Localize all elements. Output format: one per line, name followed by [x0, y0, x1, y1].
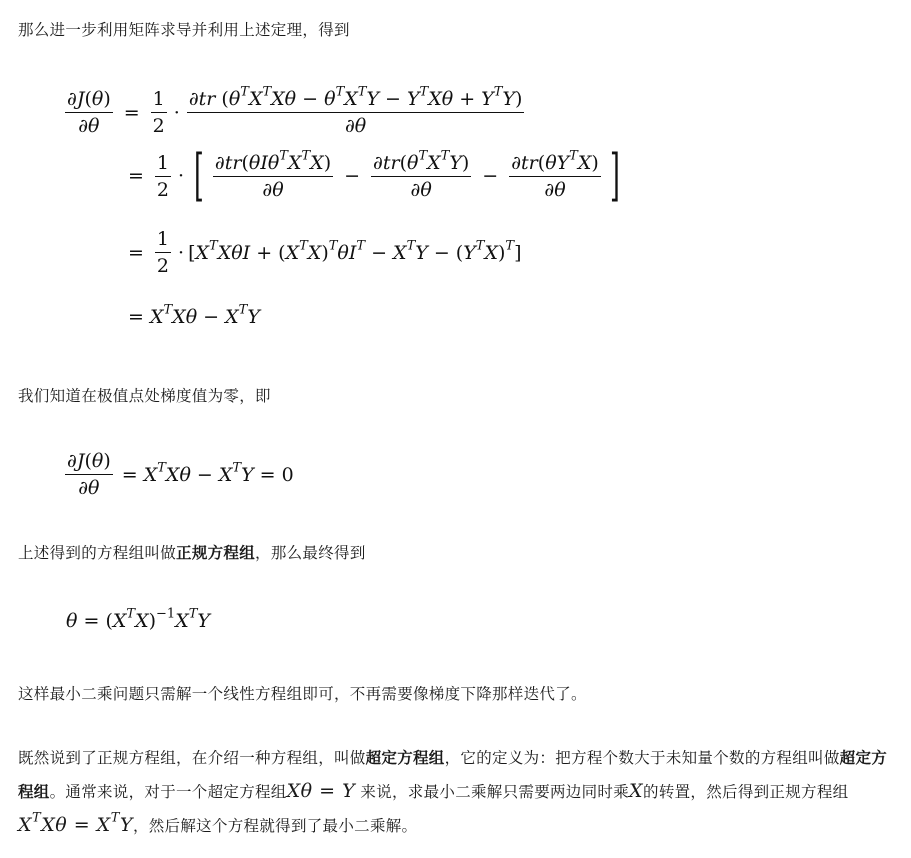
intro-text: 那么进一步利用矩阵求导并利用上述定理，得到 [18, 21, 350, 39]
normal-equation-paragraph [18, 537, 898, 570]
inline-math-3: $X^TX\theta = X^TY$ [18, 810, 133, 836]
p5-text-e: 的转置，然后得到正规方程组 [643, 783, 849, 801]
lhs-fraction [65, 88, 113, 137]
gradient-zero-paragraph [18, 380, 898, 413]
overdetermined-term-1: 超定方程组 [365, 749, 445, 767]
overdetermined-paragraph [18, 742, 898, 843]
derivation-line-4: = $X^TX\theta - X^TY$ [128, 302, 260, 328]
p3-text-b: ，那么最终得到 [255, 544, 366, 562]
p5-text-f: ，然后解这个方程就得到了最小二乘解。 [132, 817, 418, 835]
lhs-numerator: ∂J(θ) [65, 88, 113, 113]
half-fraction: $\frac{1}{2}$ [152, 88, 165, 137]
trace-numerator: ∂tr $(\theta^TX^TX\theta - \theta^TX^TY - Y^TX\theta + Y^TY)$ [187, 88, 525, 113]
p5-text-b: ，它的定义为：把方程个数大于未知量个数的方程组叫做 [444, 749, 840, 767]
derivation-line-1: $\frac{\partial J(\theta)}{\partial\theta}$ = $\frac{1}{2}$ · $\frac{\partial tr (\theta^TX^TX\theta - \theta^TX^TY - Y^TX\theta + Y^TY)}{\partial\theta}$ [67, 84, 523, 137]
derivation-line-2: = $\frac{1}{2}$ · [ $\frac{\partial tr(\theta I\theta^TX^TX)}{\partial\theta}$ − $\frac{\partial tr(\theta^TX^TY)}{\partial\theta}$ − $\frac{\partial tr(\theta Y^TX)}{\partial\theta}$ ] [128, 143, 620, 208]
p5-text-c: 。通常来说，对于一个超定方程组 [49, 783, 287, 801]
inline-math-2: X [629, 780, 644, 802]
derivation-line-3: = $\frac{1}{2}$ · $[X^TX\theta I + (X^TX)^T\theta I^T - X^TY - (Y^TX)^T]$ [128, 228, 522, 277]
intro-paragraph [18, 14, 898, 47]
inline-math-1: Xθ = Y [286, 780, 356, 802]
least-squares-text: 这样最小二乘问题只需解一个线性方程组即可，不再需要像梯度下降那样迭代了。 [18, 685, 587, 703]
lhs-denominator: ∂θ [78, 115, 100, 137]
normal-equation-term: 正规方程组 [176, 544, 256, 562]
p5-text-a: 既然说到了正规方程组，在介绍一种方程组，叫做 [18, 749, 366, 767]
least-squares-paragraph [18, 678, 898, 711]
p5-text-d: 来说，求最小二乘解只需要两边同时乘 [360, 783, 629, 801]
p3-text-a: 上述得到的方程组叫做 [18, 544, 177, 562]
overdetermined-term-2: 超定方程组 [18, 749, 888, 801]
gradient-zero-text: 我们知道在极值点处梯度值为零，即 [18, 387, 271, 405]
trace-fraction: $\frac{\partial tr (\theta^TX^TX\theta - \theta^TX^TY - Y^TX\theta + Y^TY)}{\partial\theta}$ [188, 84, 523, 137]
